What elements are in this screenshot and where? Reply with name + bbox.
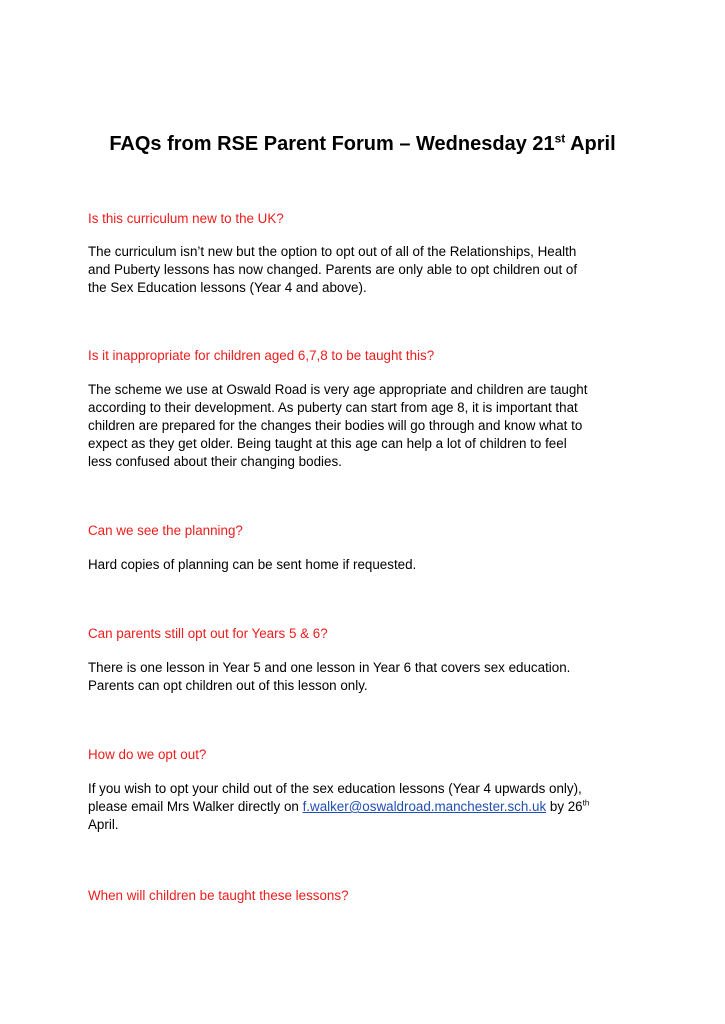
faq-question: Is it inappropriate for children aged 6,7,8 to be taught this? xyxy=(88,348,435,363)
date-superscript: th xyxy=(582,798,590,808)
answer-text: please email Mrs Walker directly on xyxy=(88,799,303,814)
faq-answer xyxy=(88,556,416,574)
faq-question: When will children be taught these lessons? xyxy=(88,888,349,903)
answer-line: If you wish to opt your child out of the sex education lessons (Year 4 upwards only), xyxy=(88,781,582,796)
faq-answer xyxy=(88,243,577,297)
answer-line: Parents can opt children out of this lesson only. xyxy=(88,678,368,693)
answer-line: The scheme we use at Oswald Road is very age appropriate and children are taught xyxy=(88,382,588,397)
answer-text: by 26 xyxy=(546,799,583,814)
answer-line: The curriculum isn’t new but the option to opt out of all of the Relationships, Health xyxy=(88,244,577,259)
answer-line: There is one lesson in Year 5 and one lesson in Year 6 that covers sex education. xyxy=(88,660,571,675)
answer-line: April. xyxy=(88,817,119,832)
page-title-tail: April xyxy=(565,133,616,155)
answer-line: children are prepared for the changes their bodies will go through and know what to xyxy=(88,418,583,433)
answer-line xyxy=(88,798,589,816)
answer-line: expect as they get older. Being taught at this age can help a lot of children to feel xyxy=(88,436,567,451)
faq-question: Is this curriculum new to the UK? xyxy=(88,211,284,226)
faq-question: How do we opt out? xyxy=(88,747,207,762)
page-title-main: FAQs from RSE Parent Forum – Wednesday 21 xyxy=(109,133,555,155)
answer-line: less confused about their changing bodies. xyxy=(88,454,342,469)
page-title xyxy=(0,131,725,157)
answer-line: and Puberty lessons has now changed. Parents are only able to opt children out of xyxy=(88,262,578,277)
faq-question: Can we see the planning? xyxy=(88,523,243,538)
email-link[interactable]: f.walker@oswaldroad.manchester.sch.uk xyxy=(302,799,547,814)
answer-line: Hard copies of planning can be sent home if requested. xyxy=(88,557,417,572)
faq-answer xyxy=(88,659,570,695)
page-title-superscript: st xyxy=(554,131,566,146)
answer-line: the Sex Education lessons (Year 4 and above). xyxy=(88,280,367,295)
faq-question: Can parents still opt out for Years 5 & 6? xyxy=(88,626,328,641)
faq-answer xyxy=(88,780,589,834)
faq-answer xyxy=(88,381,587,471)
answer-line: according to their development. As puberty can start from age 8, it is important that xyxy=(88,400,578,415)
